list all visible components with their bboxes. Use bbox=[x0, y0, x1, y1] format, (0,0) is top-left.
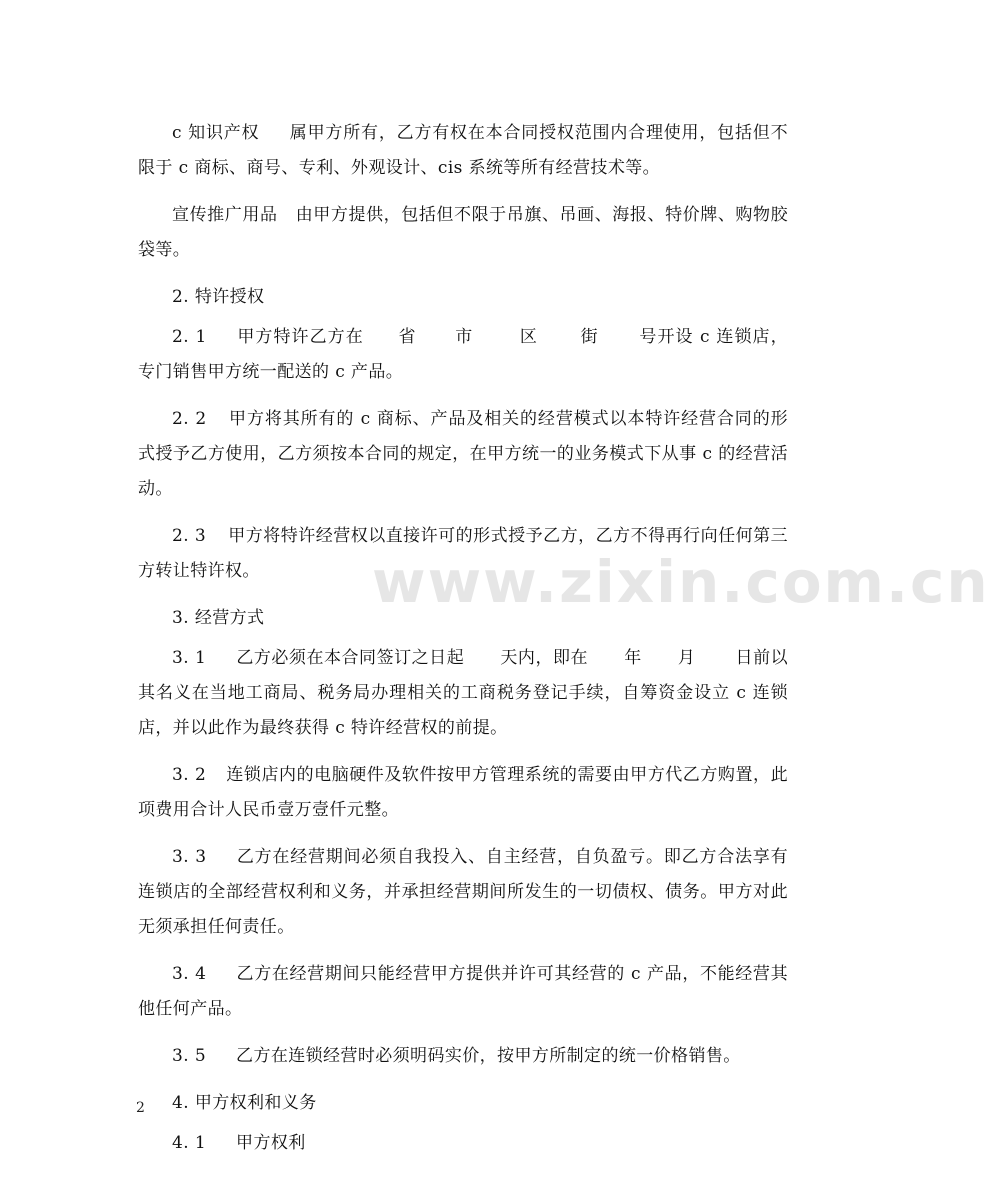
clause-text: 甲方特许乙方在 bbox=[236, 327, 364, 347]
clause-label: c 知识产权 bbox=[172, 123, 260, 143]
clause-text: 号开设 c 连锁店，专门销售甲方统一配送的 c 产品。 bbox=[138, 327, 789, 382]
paragraph-4-1 bbox=[138, 1126, 788, 1161]
paragraph-3-4 bbox=[138, 957, 788, 1027]
clause-text: 乙方在经营期间只能经营甲方提供并许可其经营的 c 产品，不能经营其他任何产品。 bbox=[138, 964, 788, 1019]
blank-district: 区 bbox=[519, 327, 538, 347]
blank-days: 天内，即在 bbox=[500, 648, 589, 668]
section-heading-4: 4. 甲方权利和义务 bbox=[172, 1093, 317, 1113]
paragraph-2-1 bbox=[138, 320, 788, 390]
blank-street: 街 bbox=[580, 327, 599, 347]
clause-text: 属甲方所有，乙方有权在本合同授权范围内合理使用，包括但不限于 c 商标、商号、专利、外观设计、cis 系统等所有经营技术等。 bbox=[138, 123, 789, 178]
paragraph-2-2 bbox=[138, 402, 788, 507]
clause-number: 2. 1 bbox=[172, 327, 207, 347]
clause-number: 3. 4 bbox=[172, 964, 207, 984]
blank-province: 省 bbox=[397, 327, 417, 347]
clause-text: 由甲方提供，包括但不限于吊旗、吊画、海报、特价牌、购物胶袋等。 bbox=[138, 205, 788, 260]
blank-month: 月 bbox=[677, 648, 696, 668]
clause-text: 甲方权利 bbox=[236, 1133, 306, 1153]
paragraph-3-3 bbox=[138, 840, 788, 945]
clause-text: 甲方将其所有的 c 商标、产品及相关的经营模式以本特许经营合同的形式授予乙方使用，乙方须按本合同的规定，在甲方统一的业务模式下从事 c 的经营活动。 bbox=[138, 409, 788, 499]
clause-number: 3. 3 bbox=[172, 847, 207, 867]
paragraph-promotional-materials bbox=[138, 198, 788, 268]
clause-number: 4. 1 bbox=[172, 1133, 207, 1153]
page-number: 2 bbox=[136, 1100, 145, 1116]
clause-number: 2. 3 bbox=[172, 526, 207, 546]
clause-text: 日前以其名义在当地工商局、税务局办理相关的工商税务登记手续，自筹资金设立 c 连锁店，并以此作为最终获得 c 特许经营权的前提。 bbox=[138, 648, 789, 738]
document-body bbox=[138, 116, 788, 1173]
clause-text: 连锁店内的电脑硬件及软件按甲方管理系统的需要由甲方代乙方购置，此项费用合计人民币壹万壹仟元整。 bbox=[138, 765, 788, 820]
clause-text: 乙方在经营期间必须自我投入、自主经营，自负盈亏。即乙方合法享有连锁店的全部经营权利和义务，并承担经营期间所发生的一切债权、债务。甲方对此无须承担任何责任。 bbox=[138, 847, 788, 937]
paragraph-3-5 bbox=[138, 1039, 788, 1074]
clause-label: 宣传推广用品 bbox=[172, 205, 278, 225]
paragraph-intellectual-property bbox=[138, 116, 788, 186]
paragraph-2-3 bbox=[138, 519, 788, 589]
paragraph-3-1 bbox=[138, 641, 788, 746]
clause-text: 甲方将特许经营权以直接许可的形式授予乙方，乙方不得再行向任何第三方转让特许权。 bbox=[138, 526, 788, 581]
clause-number: 2. 2 bbox=[172, 409, 207, 429]
clause-number: 3. 2 bbox=[172, 765, 207, 785]
clause-text: 乙方在连锁经营时必须明码实价，按甲方所制定的统一价格销售。 bbox=[236, 1046, 741, 1066]
section-heading-3: 3. 经营方式 bbox=[172, 608, 265, 628]
clause-text: 乙方必须在本合同签订之日起 bbox=[236, 648, 465, 668]
clause-number: 3. 5 bbox=[172, 1046, 207, 1066]
watermark: www.zixin.com.cn bbox=[372, 548, 990, 616]
blank-year: 年 bbox=[624, 648, 642, 668]
clause-number: 3. 1 bbox=[172, 648, 207, 668]
blank-city: 市 bbox=[454, 327, 474, 347]
paragraph-3-2 bbox=[138, 758, 788, 828]
section-heading-2: 2. 特许授权 bbox=[172, 287, 265, 307]
